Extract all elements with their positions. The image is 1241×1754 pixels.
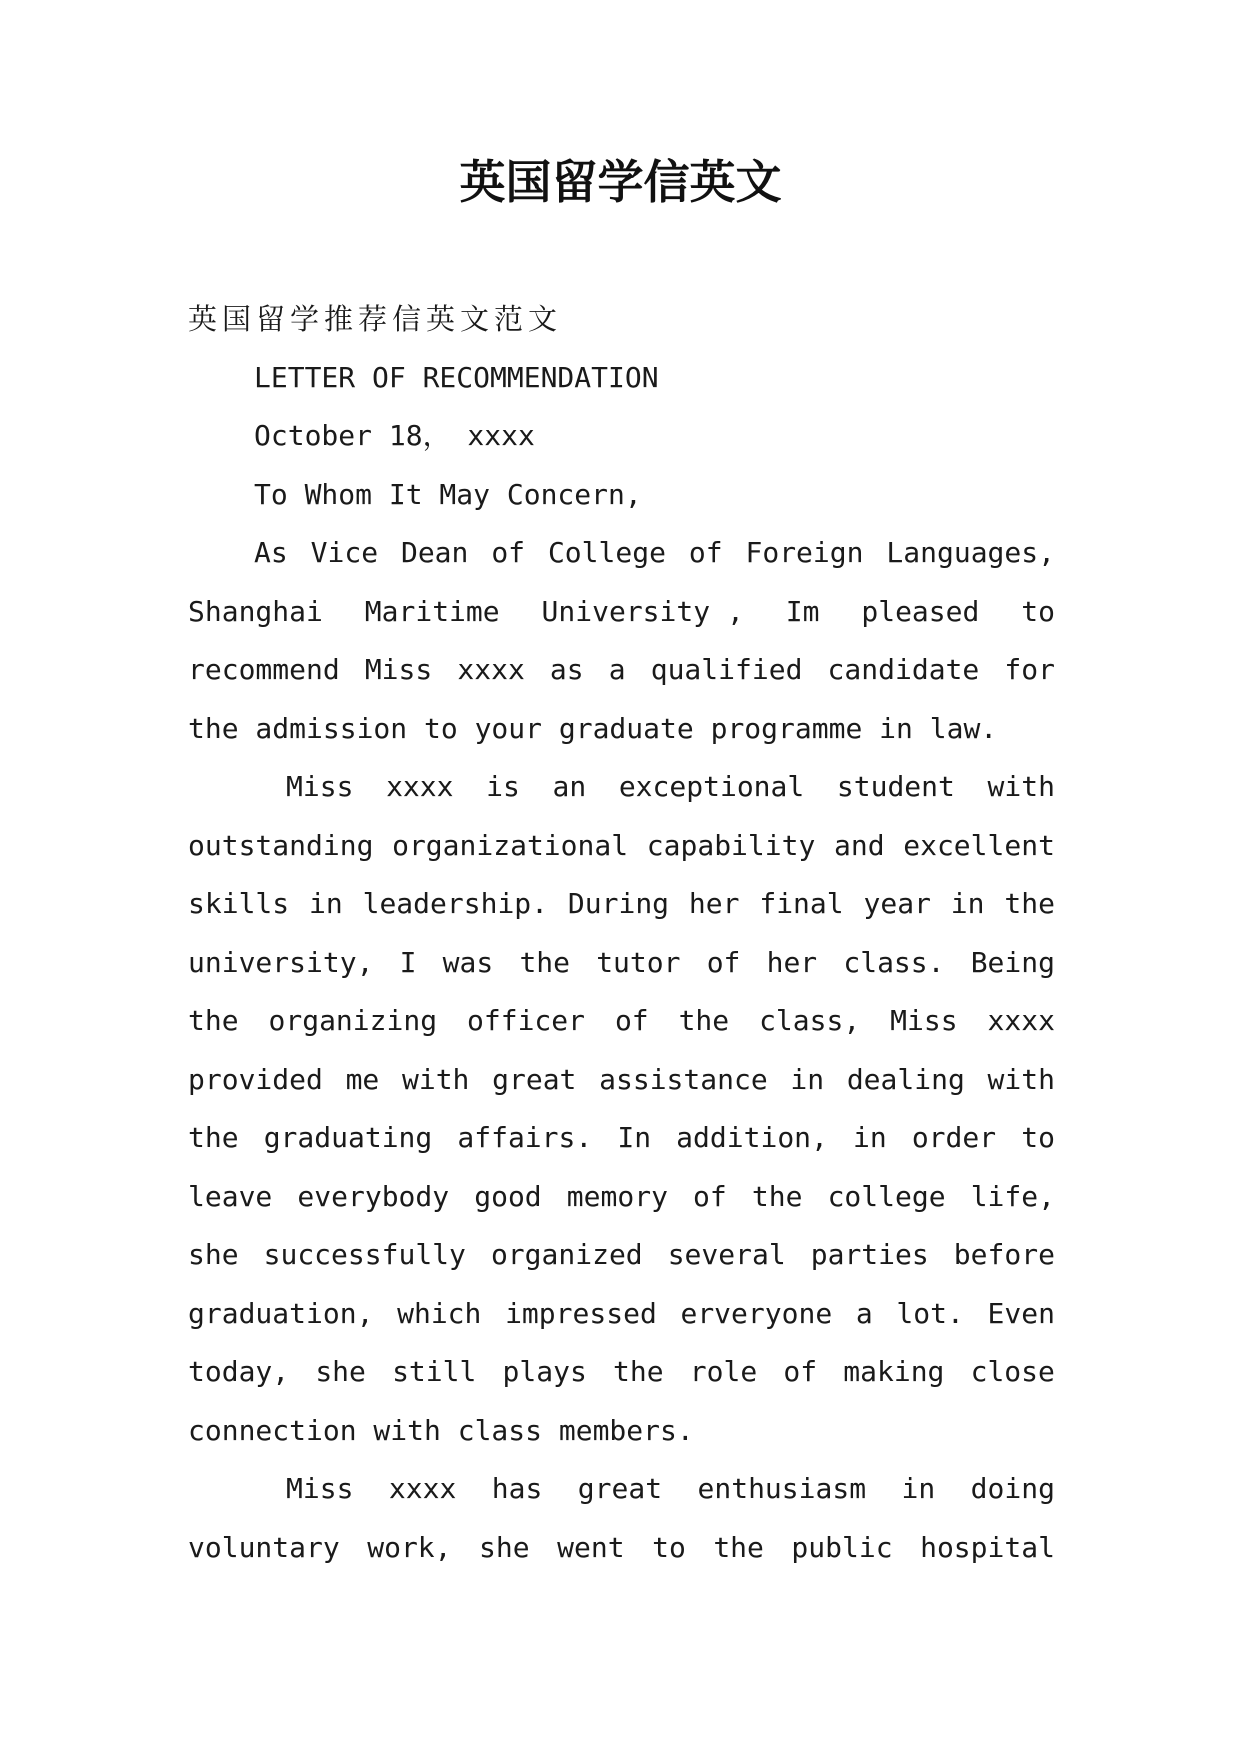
paragraph-3-line-2 xyxy=(188,1519,1055,1578)
word: outstanding xyxy=(188,828,374,862)
word: today, xyxy=(188,1355,290,1388)
word: for xyxy=(1004,653,1055,686)
word: the xyxy=(1004,887,1055,920)
word: Miss xyxy=(890,1004,958,1037)
word: was xyxy=(442,945,494,979)
paragraph-2-line-7 xyxy=(188,1109,1055,1168)
word: to xyxy=(1021,594,1055,628)
word: impressed xyxy=(505,1296,657,1330)
paragraph-1-line-2 xyxy=(188,583,1055,642)
word: the xyxy=(751,1179,803,1213)
word: Im xyxy=(785,594,820,628)
word: several xyxy=(667,1238,786,1271)
letter-salutation: To Whom It May Concern, xyxy=(254,477,642,511)
word: In xyxy=(617,1121,652,1154)
word: Miss xyxy=(286,1472,354,1505)
word: memory xyxy=(566,1179,668,1213)
word: the xyxy=(613,1355,664,1388)
word: graduating xyxy=(263,1121,433,1154)
word: of xyxy=(688,536,723,569)
paragraph-2-line-10 xyxy=(188,1285,1055,1344)
word: student xyxy=(836,770,955,803)
word: excellent xyxy=(903,828,1055,862)
word: great xyxy=(492,1062,577,1096)
word: dealing xyxy=(846,1062,965,1096)
letter-heading: LETTER OF RECOMMENDATION xyxy=(254,360,659,394)
word: skills xyxy=(188,887,290,920)
word: final xyxy=(759,887,844,920)
paragraph-2-line-2 xyxy=(188,817,1055,876)
word: has xyxy=(491,1472,543,1505)
word: as xyxy=(549,653,584,686)
word: she xyxy=(188,1238,239,1271)
word: order xyxy=(911,1121,997,1154)
word: erveryone xyxy=(680,1296,833,1330)
paragraph-1-line-1 xyxy=(188,524,1055,583)
paragraph-3-line-1 xyxy=(188,1460,1055,1519)
word: Foreign xyxy=(745,536,864,569)
word: she xyxy=(315,1355,366,1388)
paragraph-2-line-4 xyxy=(188,934,1055,993)
paragraph-2-line-5 xyxy=(188,992,1055,1051)
paragraph-1-line-3 xyxy=(188,641,1055,700)
document-title: 英国留学信英文 xyxy=(459,155,782,209)
word: lot. xyxy=(896,1296,964,1330)
word: candidate xyxy=(827,653,980,686)
paragraph-2-line-1 xyxy=(188,758,1055,817)
word: an xyxy=(552,770,587,803)
word: to xyxy=(652,1530,686,1564)
word: university, xyxy=(188,945,374,979)
word: assistance xyxy=(599,1062,768,1096)
word: xxxx xyxy=(457,653,525,686)
word: leave xyxy=(188,1179,273,1213)
word: class, xyxy=(759,1004,861,1037)
word: Maritime xyxy=(364,594,500,628)
word: in xyxy=(790,1062,825,1096)
word: her xyxy=(688,887,740,920)
word: with xyxy=(401,1062,470,1096)
word: University , xyxy=(541,594,744,628)
word: college xyxy=(827,1179,946,1213)
word: Miss xyxy=(286,770,354,803)
word: plays xyxy=(502,1355,587,1388)
word: Vice xyxy=(310,536,379,569)
word: graduation, xyxy=(188,1296,374,1330)
word: in xyxy=(309,887,343,920)
word: before xyxy=(953,1238,1055,1271)
word: officer xyxy=(467,1004,586,1037)
word: in xyxy=(853,1121,887,1154)
word: exceptional xyxy=(618,770,805,803)
word: work, xyxy=(367,1530,452,1564)
word: is xyxy=(486,770,520,803)
word: xxxx xyxy=(987,1004,1055,1037)
word: life, xyxy=(970,1179,1055,1213)
word: enthusiasm xyxy=(697,1472,867,1505)
word: pleased xyxy=(861,594,980,628)
word: parties xyxy=(810,1238,929,1271)
word: I xyxy=(399,945,417,979)
word: leadership. xyxy=(362,887,549,920)
word: of xyxy=(491,536,526,569)
word: me xyxy=(345,1062,380,1096)
paragraph-2-line-8 xyxy=(188,1168,1055,1227)
paragraph-2-line-11 xyxy=(188,1343,1055,1402)
word: and xyxy=(834,828,885,862)
word: her xyxy=(766,945,818,979)
word: organizational xyxy=(392,828,629,862)
word: year xyxy=(863,887,931,920)
word: Miss xyxy=(364,653,433,686)
paragraph-2-line-9 xyxy=(188,1226,1055,1285)
word: Shanghai xyxy=(188,594,323,628)
word: the xyxy=(519,945,571,979)
paragraph-2-line-3 xyxy=(188,875,1055,934)
word: Dean xyxy=(400,536,469,569)
document-subtitle: 英国留学推荐信英文范文 xyxy=(188,302,563,336)
word: of xyxy=(706,945,741,979)
word: which xyxy=(397,1296,482,1330)
document-body xyxy=(188,290,1055,1577)
word: doing xyxy=(970,1472,1055,1505)
word: making xyxy=(843,1355,945,1388)
paragraph-2-line-12: connection with class members. xyxy=(188,1413,694,1447)
word: in xyxy=(950,887,985,920)
word: As xyxy=(254,536,288,569)
word: a xyxy=(608,653,626,686)
word: capability xyxy=(646,828,816,862)
word: of xyxy=(614,1004,649,1037)
word: the xyxy=(188,1004,239,1037)
word: went xyxy=(557,1530,625,1564)
paragraph-1-line-4: the admission to your graduate programme in law. xyxy=(188,711,998,745)
word: xxxx xyxy=(388,1472,457,1505)
word: voluntary xyxy=(188,1530,340,1564)
word: Languages, xyxy=(886,536,1055,569)
letter-date: October 18， xxxx xyxy=(254,419,535,452)
word: tutor xyxy=(596,945,681,979)
word: good xyxy=(474,1179,542,1213)
word: affairs. xyxy=(457,1121,593,1154)
word: the xyxy=(188,1121,239,1154)
word: the xyxy=(678,1004,730,1037)
word: role xyxy=(689,1355,758,1388)
word: of xyxy=(783,1355,818,1388)
word: she xyxy=(479,1530,530,1564)
word: still xyxy=(392,1355,477,1388)
word: in xyxy=(901,1472,936,1505)
word: hospital xyxy=(920,1530,1055,1564)
word: with xyxy=(987,770,1055,803)
word: During xyxy=(567,887,670,920)
word: provided xyxy=(188,1062,323,1096)
word: Even xyxy=(987,1296,1055,1330)
word: qualified xyxy=(650,653,803,686)
word: organized xyxy=(490,1238,643,1271)
word: College xyxy=(547,536,666,569)
word: Being xyxy=(970,945,1055,979)
word: of xyxy=(693,1179,727,1213)
word: recommend xyxy=(188,653,340,686)
word: a xyxy=(855,1296,873,1330)
word: addition, xyxy=(676,1121,828,1154)
word: successfully xyxy=(263,1238,466,1271)
paragraph-2-line-6 xyxy=(188,1051,1055,1110)
word: to xyxy=(1021,1121,1055,1154)
word: organizing xyxy=(268,1004,438,1037)
word: public xyxy=(791,1530,893,1564)
word: great xyxy=(577,1472,663,1505)
word: class. xyxy=(843,945,945,979)
word: close xyxy=(970,1355,1055,1388)
word: xxxx xyxy=(386,770,454,803)
word: the xyxy=(713,1530,764,1564)
word: with xyxy=(987,1062,1055,1096)
word: everybody xyxy=(297,1179,450,1213)
